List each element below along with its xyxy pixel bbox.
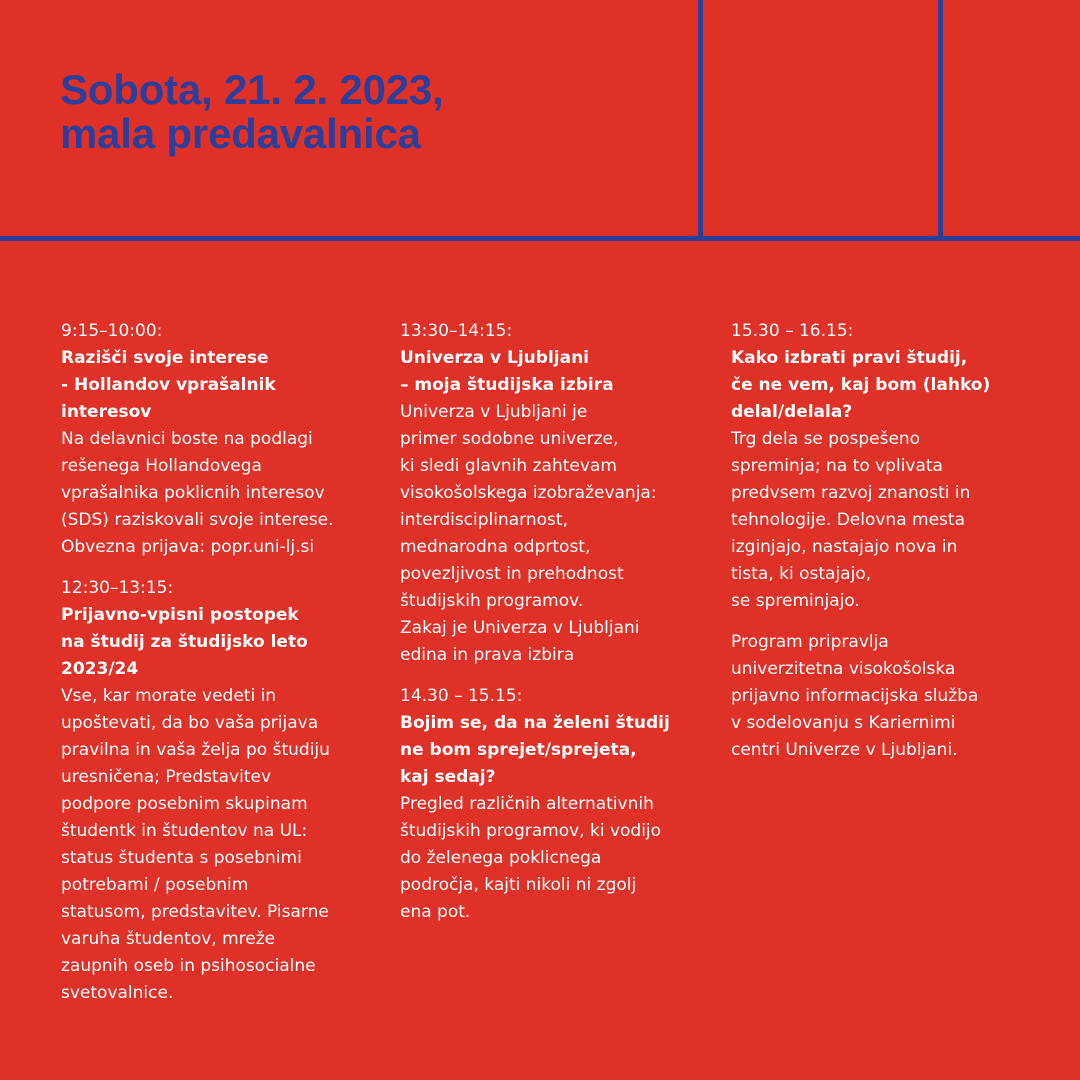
organizer-note (731, 629, 1031, 764)
vertical-divider-left (698, 0, 703, 239)
organizer-note-text: Program pripravlja univerzitetna visokošolska prijavno informacijska služba v sodelovanju s Kariernimi centri Univerze v Ljubljani. (731, 632, 979, 760)
session-description: Vse, kar morate vedeti in upoštevati, da bo vaša prijava pravilna in vaša želja po študiju uresničena; Predstavitev podpore posebnim skupinam študentk in študentov na UL: status študenta s posebnimi potrebami / posebnim statusom, predstavitev. Pisarne varuha študentov, mreže zaupnih oseb in psihosocialne svetovalnice. (61, 686, 330, 1003)
session-title: Bojim se, da na želeni študij ne bom sprejet/sprejeta, kaj sedaj? (400, 713, 670, 787)
session-description: Na delavnici boste na podlagi rešenega Hollandovega vprašalnika poklicnih interesov (SDS) raziskovali svoje interese. Obvezna prijava: popr.uni-lj.si (61, 429, 334, 557)
session-time: 15.30 – 16.15: (731, 321, 854, 341)
session-title: Razišči svoje interese - Hollandov vprašalnik interesov (61, 348, 276, 422)
page-title-location: mala predavalnica (60, 110, 421, 157)
schedule-column-2 (400, 318, 710, 940)
schedule-column-1 (61, 318, 381, 1021)
session-block (61, 575, 381, 1007)
session-time: 14.30 – 15.15: (400, 686, 523, 706)
page-title-date: Sobota, 21. 2. 2023, (60, 66, 444, 113)
session-title: Univerza v Ljubljani – moja študijska izbira (400, 348, 614, 395)
session-block (61, 318, 381, 561)
vertical-divider-right (938, 0, 943, 239)
session-title: Kako izbrati pravi študij, če ne vem, kaj bom (lahko) delal/delala? (731, 348, 991, 422)
session-description: Trg dela se pospešeno spreminja; na to vplivata predvsem razvoj znanosti in tehnologije. Delovna mesta izginjajo, nastajajo nova in tista, ki ostajajo, se spreminjajo. (731, 429, 971, 611)
session-time: 9:15–10:00: (61, 321, 163, 341)
session-description: Pregled različnih alternativnih študijskih programov, ki vodijo do želenega poklicnega področja, kajti nikoli ni zgolj ena pot. (400, 794, 662, 922)
session-title: Prijavno-vpisni postopek na študij za študijsko leto 2023/24 (61, 605, 308, 679)
session-block (400, 683, 710, 926)
session-description: Univerza v Ljubljani je primer sodobne univerze, ki sledi glavnih zahtevam visokošolskega izobraževanja: interdisciplinarnost, mednarodna odprtost, povezljivost in prehodnost študijskih programov. Zakaj je Univerza v Ljubljani edina in prava izbira (400, 402, 657, 665)
horizontal-divider (0, 236, 1080, 241)
session-time: 13:30–14:15: (400, 321, 513, 341)
session-time: 12:30–13:15: (61, 578, 174, 598)
session-block (400, 318, 710, 669)
page-title (60, 68, 444, 156)
session-block (731, 318, 1031, 615)
schedule-column-3 (731, 318, 1031, 778)
